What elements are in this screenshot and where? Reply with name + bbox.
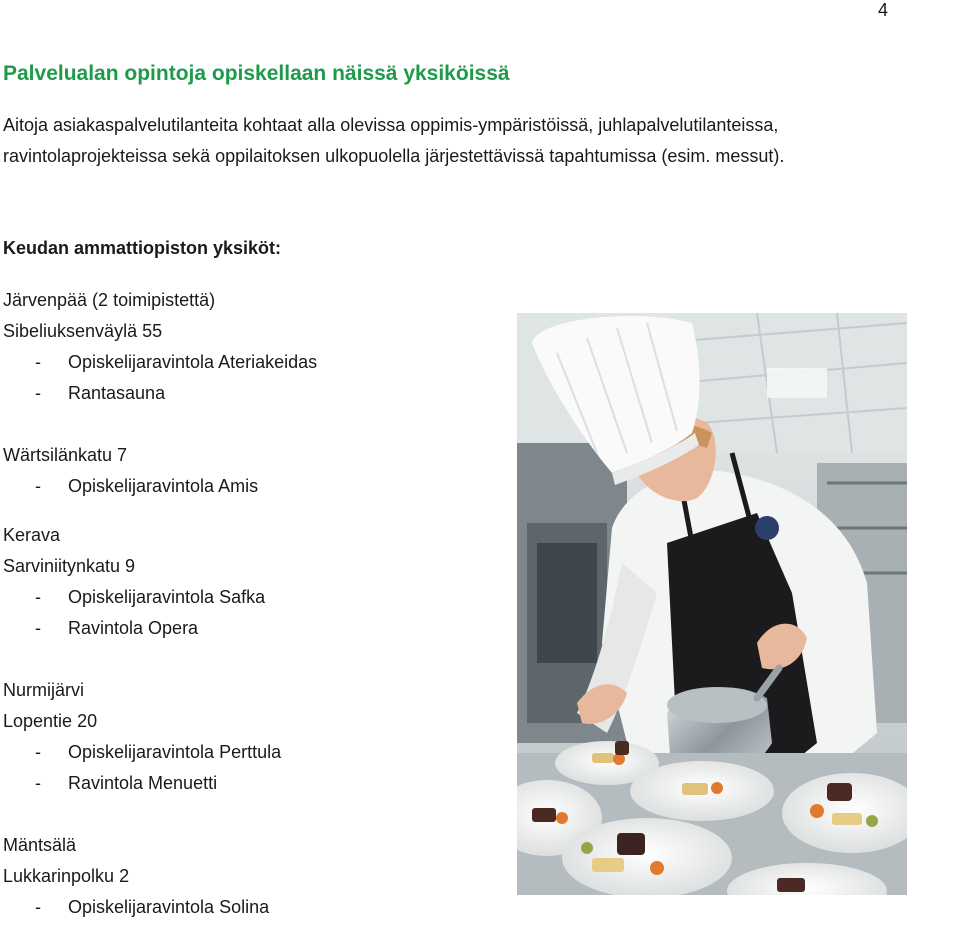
dash: -	[35, 476, 41, 496]
dash: -	[35, 773, 41, 793]
address-lopentie: Lopentie 20	[3, 711, 98, 731]
list-item	[3, 613, 503, 644]
city-jarvenpaa: Järvenpää (2 toimipistettä)	[3, 290, 216, 310]
intro-line-1: Aitoja asiakaspalvelutilanteita kohtaat alla olevissa oppimis-ympäristöissä, juhlapalvelutilanteissa,	[3, 115, 779, 135]
dash: -	[35, 587, 41, 607]
units-heading: Keudan ammattiopiston yksiköt:	[3, 238, 282, 258]
list-item-label: Ravintola Menuetti	[68, 773, 218, 793]
page-number: 4	[877, 0, 888, 20]
list-item	[3, 892, 503, 923]
list-item-label: Rantasauna	[68, 383, 166, 403]
chef-plating-photo	[517, 313, 907, 895]
list-item-label: Opiskelijaravintola Solina	[68, 897, 270, 917]
list-item-label: Opiskelijaravintola Safka	[68, 587, 266, 607]
dash: -	[35, 742, 41, 762]
list-item-label: Opiskelijaravintola Amis	[68, 476, 259, 496]
address-lukkarinpolku: Lukkarinpolku 2	[3, 866, 130, 886]
city-nurmijarvi: Nurmijärvi	[3, 680, 84, 700]
list-item	[3, 378, 503, 409]
city-kerava: Kerava	[3, 525, 61, 545]
list-item	[3, 347, 503, 378]
dash: -	[35, 383, 41, 403]
list-item-label: Ravintola Opera	[68, 618, 199, 638]
dash: -	[35, 618, 41, 638]
units-list	[3, 285, 503, 923]
list-item	[3, 737, 503, 768]
list-item-label: Opiskelijaravintola Ateriakeidas	[68, 352, 318, 372]
dash: -	[35, 352, 41, 372]
intro-line-2: ravintolaprojekteissa sekä oppilaitoksen ulkopuolella järjestettävissä tapahtumissa (esim. messut).	[3, 146, 785, 166]
page-heading: Palvelualan opintoja opiskellaan näissä yksiköissä	[3, 62, 510, 85]
city-mantsala: Mäntsälä	[3, 835, 77, 855]
dash: -	[35, 897, 41, 917]
list-item-label: Opiskelijaravintola Perttula	[68, 742, 282, 762]
list-item	[3, 471, 503, 502]
list-item	[3, 582, 503, 613]
address-sibeliuksenvayla: Sibeliuksenväylä 55	[3, 321, 163, 341]
intro-paragraph	[3, 110, 903, 172]
address-wartsilankatu: Wärtsilänkatu 7	[3, 445, 128, 465]
address-sarviniitynkatu: Sarviniitynkatu 9	[3, 556, 136, 576]
list-item	[3, 768, 503, 799]
